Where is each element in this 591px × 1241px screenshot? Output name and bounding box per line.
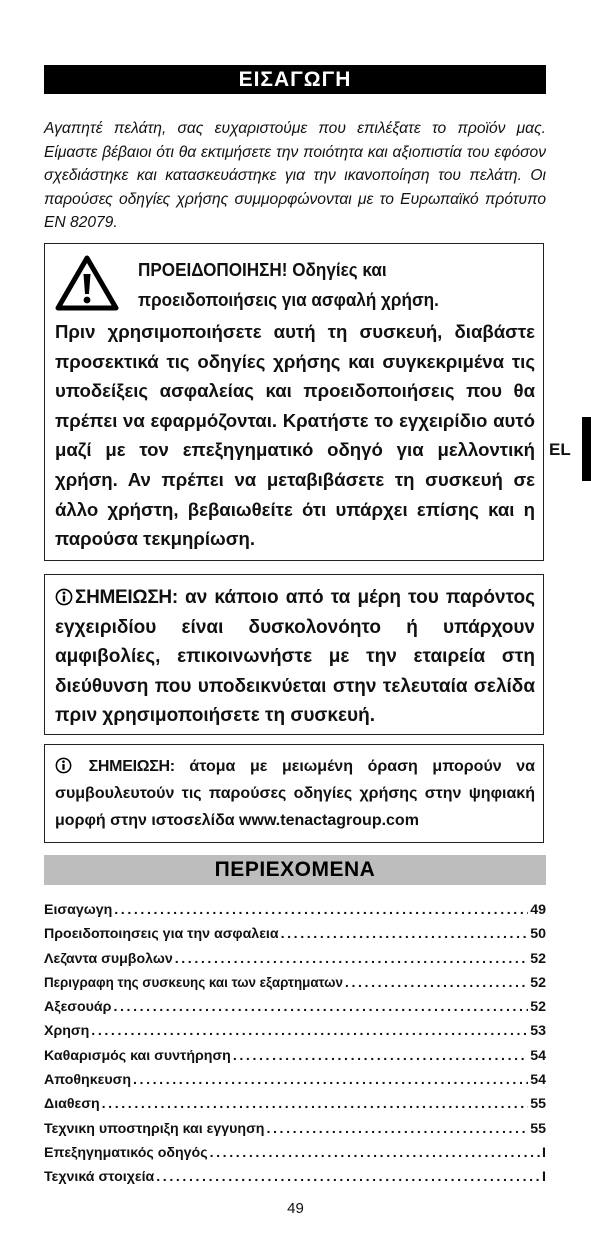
toc-item-label: Καθαρισμός και συντήρηση [44, 1047, 231, 1064]
section-title-introduction: ΕΙΣΑΓΩΓΗ [44, 65, 546, 94]
toc-item-page: 55 [530, 1096, 546, 1113]
toc-leader-dots [133, 1072, 528, 1088]
toc-item[interactable] [44, 1121, 546, 1145]
intro-paragraph: Αγαπητέ πελάτη, σας ευχαριστούμε που επιλέξατε το προϊόν μας. Είμαστε βέβαιοι ότι θα εκτιμήσετε την ποιότητα και αξιοπιστία του εφόσον σχεδιάστηκε και κατασκευάστηκε για την ικανοποίηση του πελάτη. Οι παρούσες οδηγίες χρήσης συμμορφώνονται με το Ευρωπαϊκό πρότυπο EN 82079. [44, 120, 546, 231]
toc-leader-dots [281, 926, 529, 942]
toc-leader-dots [102, 1096, 529, 1112]
toc-item[interactable] [44, 902, 546, 926]
toc-item-label: Τεχνικη υποστηριξη και εγγυηση [44, 1120, 265, 1137]
note-text [55, 753, 535, 834]
note-label: ΣΗΜΕΙΩΣΗ: [88, 758, 175, 775]
note-box-visually-impaired [44, 744, 544, 843]
toc-item-label: Προειδοποιησεις για την ασφαλεια [44, 926, 279, 943]
toc-leader-dots [345, 975, 528, 991]
toc-item[interactable] [44, 975, 546, 999]
page-number: 49 [287, 1200, 304, 1217]
toc-item-label: Αξεσουάρ [44, 999, 112, 1016]
toc-leader-dots [210, 1145, 540, 1161]
toc-item-page: 54 [530, 1072, 546, 1089]
toc-item-label: Λεζαντα συμβολων [44, 950, 173, 967]
toc-item[interactable] [44, 1023, 546, 1047]
warning-body: Πριν χρησιμοποιήσετε αυτή τη συσκευή, διαβάστε προσεκτικά τις οδηγίες χρήσης και συγκεκριμένα τις υποδείξεις ασφαλείας και προειδοποιήσεις που θα πρέπει να εφαρμόζονται. Κρατήστε το εγχειρίδιο αυτό μαζί με τον επεξηγηματικό οδηγό για μελλοντική χρήση. Αν πρέπει να μεταβιβάσετε τη συσκευή σε άλλο χρήστη, βεβαιωθείτε ότι υπάρχει επίσης και η παρούσα τεκμηρίωση. [55, 321, 535, 550]
toc-item-label: Διαθεση [44, 1096, 100, 1113]
toc-leader-dots [156, 1169, 540, 1185]
toc-item-page: 49 [530, 902, 546, 918]
toc-item-page: 53 [530, 1023, 546, 1040]
toc-item-page: 52 [530, 999, 546, 1016]
toc-item[interactable] [44, 1169, 546, 1193]
toc-leader-dots [175, 951, 529, 967]
toc-item-label: Αποθηκευση [44, 1072, 131, 1089]
toc-item-page: I [542, 1144, 546, 1161]
toc-item[interactable] [44, 951, 546, 975]
info-icon [55, 588, 73, 606]
language-label: EL [549, 440, 571, 459]
toc-item-label: Εισαγωγη [44, 902, 113, 918]
warning-triangle-icon [55, 254, 119, 312]
section-title-contents: ΠΕΡΙΕΧΟΜΕΝΑ [44, 855, 546, 885]
toc-item-page: 52 [530, 974, 546, 991]
toc-item-label: Επεξηγηματικός οδηγός [44, 1144, 208, 1161]
note-body: άτομα με μειωμένη όραση μπορούν να συμβουλευτούν τις παρούσες οδηγίες χρήσης στην ψηφιακή μορφή στην ιστοσελίδα www.tenactagroup.com [55, 758, 535, 829]
toc-item[interactable] [44, 1145, 546, 1169]
toc-leader-dots [266, 1121, 528, 1137]
toc-item-label: Χρηση [44, 1023, 90, 1040]
toc-item-page: 52 [530, 950, 546, 967]
toc-leader-dots [114, 902, 528, 918]
toc-item-page: 55 [530, 1120, 546, 1137]
toc-item[interactable] [44, 999, 546, 1023]
toc-item[interactable] [44, 1072, 546, 1096]
info-icon [55, 757, 72, 774]
table-of-contents [44, 902, 546, 1194]
toc-item-page: I [542, 1169, 546, 1186]
toc-item[interactable] [44, 1048, 546, 1072]
warning-title: ΠΡΟΕΙΔΟΠΟΙΗΣΗ! Οδηγίες και προειδοποιήσεις για ασφαλή χρήση. [138, 259, 439, 310]
language-tab-marker [582, 417, 591, 481]
toc-leader-dots [91, 1023, 528, 1039]
warning-box [44, 243, 544, 561]
note-text [55, 583, 535, 731]
toc-item-page: 50 [530, 926, 546, 943]
toc-item-label: Περιγραφη της συσκευης και των εξαρτηματων [44, 974, 343, 990]
toc-item-label: Τεχνικά στοιχεία [44, 1169, 155, 1186]
note-body: αν κάποιο από τα μέρη του παρόντος εγχειριδίου είναι δυσκολονόητο ή υπάρχουν αμφιβολίες, επικοινωνήστε με την εταιρεία στη διεύθυνση που υποδεικνύεται στην τελευταία σελίδα πριν χρησιμοποιήσετε τη συσκευή. [55, 587, 535, 726]
toc-leader-dots [233, 1048, 528, 1064]
toc-leader-dots [113, 999, 528, 1015]
toc-item[interactable] [44, 926, 546, 950]
note-box-help [44, 574, 544, 735]
note-label: ΣΗΜΕΙΩΣΗ: [75, 587, 178, 608]
toc-item-page: 54 [530, 1047, 546, 1064]
toc-item[interactable] [44, 1096, 546, 1120]
